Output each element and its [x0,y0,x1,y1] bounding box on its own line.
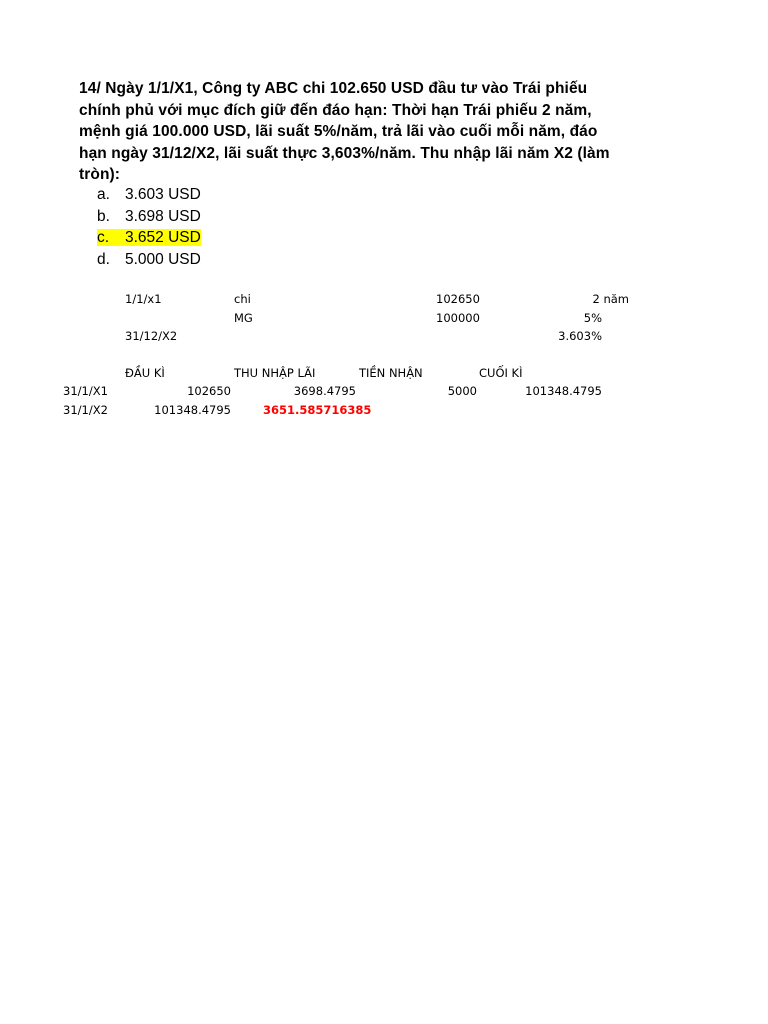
option-b [97,206,201,228]
question-line: chính phủ với mục đích giữ đến đáo hạn: Thời hạn Trái phiếu 2 năm, [79,101,592,119]
sheet-cell-date: 31/12/X2 [125,329,178,343]
option-letter: a. [97,186,110,203]
sheet-cell-amount: 102650 [436,292,480,306]
option-text: 3.698 USD [125,207,201,225]
option-letter: b. [97,207,110,225]
sheet-cell-answer-interest: 3651.585716385 [263,403,372,417]
sheet-cell-date: 1/1/x1 [125,292,162,306]
sheet-cell-opening: 101348.4795 [154,403,231,417]
sheet-cell-period: 31/1/X2 [63,403,108,417]
answer-options [97,184,201,270]
option-text: 3.603 USD [125,186,201,203]
option-text: 5.000 USD [125,250,201,268]
sheet-header-opening: ĐẦU KÌ [125,366,165,380]
sheet-header-interest: THU NHẬP LÃI [234,366,316,380]
sheet-cell-coupon-rate: 5% [583,311,602,325]
option-letter: d. [97,250,110,268]
option-d [97,249,201,271]
sheet-cell-item: MG [234,311,253,325]
sheet-cell-effective-rate: 3.603% [558,329,602,343]
sheet-cell-cash: 5000 [447,384,477,398]
option-a [97,184,201,206]
option-c-highlighted [97,227,201,249]
question-line: mệnh giá 100.000 USD, lãi suất 5%/năm, trả lãi vào cuối mỗi năm, đáo [79,123,598,140]
question-line: tròn): [79,166,121,183]
option-text: 3.652 USD [125,229,201,246]
sheet-cell-closing: 101348.4795 [525,384,602,398]
sheet-cell-interest: 3698.4795 [293,384,356,398]
sheet-cell-amount: 100000 [436,311,480,325]
question-line: hạn ngày 31/12/X2, lãi suất thực 3,603%/năm. Thu nhập lãi năm X2 (làm [79,144,610,162]
sheet-cell-opening: 102650 [187,384,231,398]
sheet-header-cash: TIỀN NHẬN [359,366,423,380]
question-text [79,78,639,186]
sheet-header-closing: CUỐI KÌ [479,366,523,380]
question-line: 14/ Ngày 1/1/X1, Công ty ABC chi 102.650 USD đầu tư vào Trái phiếu [79,80,588,97]
sheet-cell-item: chi [234,292,251,306]
sheet-cell-term: 2 năm [592,292,629,306]
sheet-cell-period: 31/1/X1 [63,384,108,398]
option-letter: c. [97,229,110,246]
